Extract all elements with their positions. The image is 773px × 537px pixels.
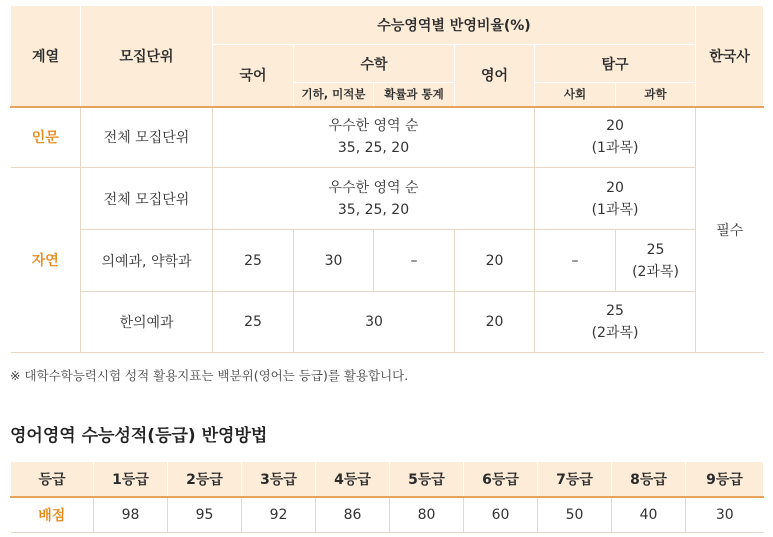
grade-score: 98 xyxy=(94,497,168,533)
inquiry-cell xyxy=(535,168,696,230)
unit-oriental-medicine: 한의예과 xyxy=(81,292,213,353)
social-value: – xyxy=(535,230,616,292)
best-order-label: 우수한 영역 순 xyxy=(328,118,419,135)
inquiry-cell xyxy=(535,107,696,168)
math-probability-value: – xyxy=(374,230,455,292)
grade-header: 5등급 xyxy=(390,462,464,498)
score-row-label: 배점 xyxy=(11,497,94,533)
category-natural: 자연 xyxy=(11,168,81,353)
header-ratio: 수능영역별 반영비율(%) xyxy=(213,6,696,45)
header-math-probability: 확률과 통계 xyxy=(374,83,455,107)
grade-header: 2등급 xyxy=(168,462,242,498)
grade-score: 86 xyxy=(316,497,390,533)
english-value: 20 xyxy=(455,292,535,353)
section-title: 영어영역 수능성적(등급) 반영방법 xyxy=(10,426,268,446)
best-order-cell xyxy=(213,107,535,168)
english-grade-table xyxy=(10,461,764,533)
best-order-values: 35, 25, 20 xyxy=(337,201,410,218)
header-inquiry: 탐구 xyxy=(535,45,696,83)
best-order-label: 우수한 영역 순 xyxy=(328,179,419,196)
unit-medicine-pharmacy: 의예과, 약학과 xyxy=(81,230,213,292)
inquiry-value: 20 xyxy=(606,118,624,135)
science-cell xyxy=(616,230,696,292)
table-row xyxy=(11,497,764,533)
best-order-values: 35, 25, 20 xyxy=(337,140,410,157)
grade-header: 7등급 xyxy=(538,462,612,498)
table-row xyxy=(11,168,764,230)
grade-header: 1등급 xyxy=(94,462,168,498)
header-category: 계열 xyxy=(11,6,81,107)
inquiry-value: 25 xyxy=(606,303,624,319)
header-korean: 국어 xyxy=(213,45,294,107)
inquiry-value: 20 xyxy=(606,179,624,196)
table-row xyxy=(11,292,764,353)
header-unit: 모집단위 xyxy=(81,6,213,107)
table-row xyxy=(11,230,764,292)
science-value: 25 xyxy=(646,241,665,258)
grade-score: 50 xyxy=(538,497,612,533)
math-value: 30 xyxy=(294,292,455,353)
english-value: 20 xyxy=(455,230,535,292)
header-science: 과학 xyxy=(616,83,696,107)
header-english: 영어 xyxy=(455,45,535,107)
grade-score: 60 xyxy=(464,497,538,533)
header-history: 한국사 xyxy=(696,6,764,107)
header-math-geometry-calculus: 기하, 미적분 xyxy=(294,83,374,107)
grade-header: 4등급 xyxy=(316,462,390,498)
category-humanities: 인문 xyxy=(11,107,81,168)
grade-header: 8등급 xyxy=(612,462,686,498)
grade-score: 30 xyxy=(686,497,764,533)
grade-score: 95 xyxy=(168,497,242,533)
grade-score: 92 xyxy=(242,497,316,533)
unit-natural-all: 전체 모집단위 xyxy=(81,168,213,230)
unit-humanities-all: 전체 모집단위 xyxy=(81,107,213,168)
inquiry-subjects: (2과목) xyxy=(591,325,639,341)
admission-ratio-table xyxy=(10,5,764,353)
korean-value: 25 xyxy=(213,230,294,292)
grade-score: 40 xyxy=(612,497,686,533)
header-social: 사회 xyxy=(535,83,616,107)
grade-header: 9등급 xyxy=(686,462,764,498)
grade-header-label: 등급 xyxy=(11,462,94,498)
table-row xyxy=(11,107,764,168)
inquiry-subjects: (1과목) xyxy=(591,201,639,218)
inquiry-subjects: (1과목) xyxy=(591,140,639,157)
best-order-cell xyxy=(213,168,535,230)
science-subjects: (2과목) xyxy=(632,263,679,280)
inquiry-cell xyxy=(535,292,696,353)
grade-score: 80 xyxy=(390,497,464,533)
grade-header: 6등급 xyxy=(464,462,538,498)
header-math: 수학 xyxy=(294,45,455,83)
math-geometry-value: 30 xyxy=(294,230,374,292)
footnote: ※ 대학수학능력시험 성적 활용지표는 백분위(영어는 등급)를 활용합니다. xyxy=(10,368,409,383)
history-required: 필수 xyxy=(696,107,764,353)
korean-value: 25 xyxy=(213,292,294,353)
grade-header: 3등급 xyxy=(242,462,316,498)
